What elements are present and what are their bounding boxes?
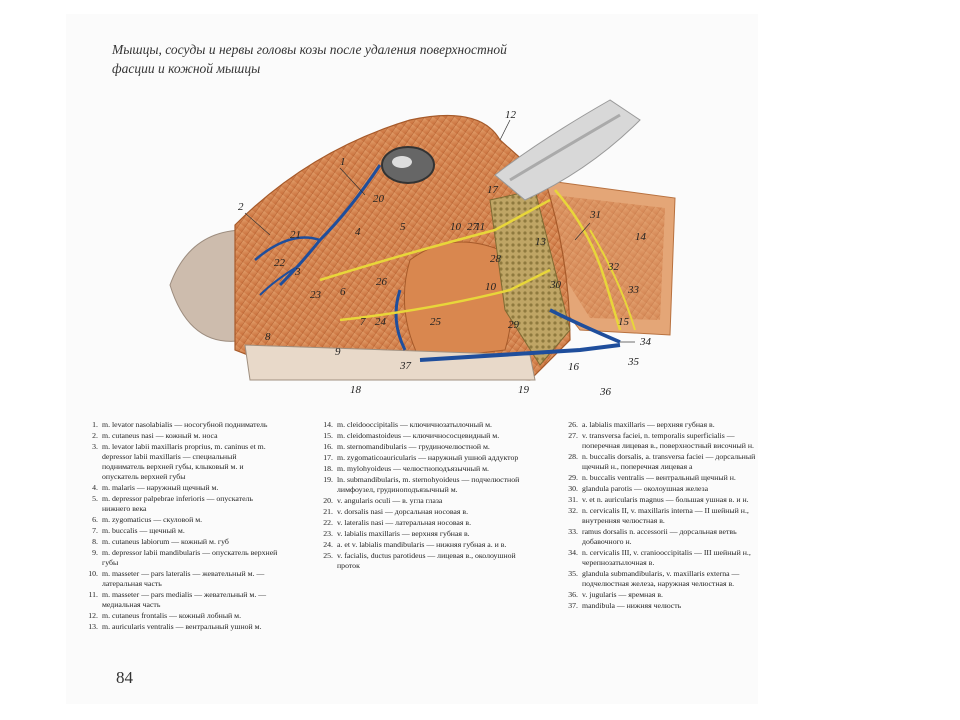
figure-callout: 33 <box>628 284 639 296</box>
legend-number: 4. <box>92 483 98 492</box>
legend-text: mandibula — нижняя челюсть <box>582 601 682 610</box>
figure-callout: 4 <box>355 226 361 238</box>
legend-text: m. levator labii maxillaris proprius, m. caninus et m. depressor labii maxillaris — специальный подниматель верхней губы, клыковый м. и опускатель верхней губы <box>102 442 266 481</box>
page-title <box>112 40 582 78</box>
figure-callout: 30 <box>550 279 561 291</box>
legend-text: m. cutaneus labiorum — кожный м. губ <box>102 537 229 546</box>
legend-number: 31. <box>568 495 578 504</box>
legend-number: 27. <box>568 431 578 440</box>
legend-text: m. buccalis — щечный м. <box>102 526 185 535</box>
legend-item <box>80 537 280 547</box>
legend-item <box>315 496 530 506</box>
figure-callout: 32 <box>608 261 619 273</box>
legend-item <box>315 464 530 474</box>
legend-item <box>315 507 530 517</box>
legend-number: 21. <box>323 507 333 516</box>
legend-item <box>80 515 280 525</box>
legend-item <box>80 569 280 589</box>
figure-callout: 5 <box>400 221 406 233</box>
legend-item <box>80 483 280 493</box>
figure-callout: 6 <box>340 286 346 298</box>
legend-number: 33. <box>568 527 578 536</box>
legend-number: 2. <box>92 431 98 440</box>
figure-callout: 31 <box>590 209 601 221</box>
figure-callout: 22 <box>274 257 285 269</box>
legend-number: 16. <box>323 442 333 451</box>
legend-number: 37. <box>568 601 578 610</box>
legend-text: v. angularis oculi — в. угла глаза <box>337 496 443 505</box>
legend-text: v. lateralis nasi — латеральная носовая в. <box>337 518 472 527</box>
legend-text: m. zygomaticoauricularis — наружный ушной аддуктор <box>337 453 519 462</box>
figure-callout: 7 <box>360 316 366 328</box>
legend-number: 8. <box>92 537 98 546</box>
legend-number: 26. <box>568 420 578 429</box>
figure-callout: 17 <box>487 184 498 196</box>
legend-item <box>315 518 530 528</box>
legend-number: 20. <box>323 496 333 505</box>
legend-number: 30. <box>568 484 578 493</box>
figure-callout: 10 <box>485 281 496 293</box>
legend-text: m. malaris — наружный щечный м. <box>102 483 219 492</box>
legend-text: glandula submandibularis, v. maxillaris externa — подчелюстная железа, наружная челюстная в. <box>582 569 740 588</box>
legend-text: m. masseter — pars medialis — жевательный м. — медиальная часть <box>102 590 267 609</box>
figure-callout: 14 <box>635 231 646 243</box>
legend-item <box>560 484 770 494</box>
legend-item <box>80 622 280 632</box>
figure-callout: 27 <box>467 221 478 233</box>
figure-callout: 36 <box>600 386 611 398</box>
legend-number: 25. <box>323 551 333 560</box>
legend-number: 28. <box>568 452 578 461</box>
legend-item <box>80 548 280 568</box>
figure-callout: 23 <box>310 289 321 301</box>
legend-column-3 <box>560 420 770 612</box>
legend-text: m. levator nasolabialis — носогубной подниматель <box>102 420 268 429</box>
figure-callout: 2 <box>238 201 244 213</box>
title-line-2: фасции и кожной мышцы <box>112 61 261 76</box>
legend-column-1 <box>80 420 280 633</box>
legend-number: 19. <box>323 475 333 484</box>
legend-item <box>560 495 770 505</box>
legend-number: 9. <box>92 548 98 557</box>
figure-callout: 34 <box>640 336 651 348</box>
legend-number: 6. <box>92 515 98 524</box>
legend-text: m. cutaneus nasi — кожный м. носа <box>102 431 218 440</box>
figure-callout: 19 <box>518 384 529 396</box>
legend-text: m. cutaneus frontalis — кожный лобный м. <box>102 611 242 620</box>
legend-number: 24. <box>323 540 333 549</box>
legend-number: 3. <box>92 442 98 451</box>
title-line-1: Мышцы, сосуды и нервы головы козы после удаления поверхностной <box>112 42 507 57</box>
legend-number: 18. <box>323 464 333 473</box>
legend-item <box>80 590 280 610</box>
legend-number: 7. <box>92 526 98 535</box>
legend-text: glandula parotis — околоушная железа <box>582 484 709 493</box>
legend-text: n. cervicalis II, v. maxillaris interna — II шейный н., внутренняя челюстная в. <box>582 506 749 525</box>
legend-number: 34. <box>568 548 578 557</box>
figure-callout: 24 <box>375 316 386 328</box>
figure-callout: 1 <box>340 156 346 168</box>
legend-item <box>560 452 770 472</box>
figure-callout: 10 <box>450 221 461 233</box>
legend-text: m. auricularis ventralis — вентральный ушной м. <box>102 622 262 631</box>
legend-text: m. zygomaticus — скуловой м. <box>102 515 203 524</box>
legend-item <box>80 442 280 482</box>
legend-item <box>315 420 530 430</box>
legend-number: 1. <box>92 420 98 429</box>
legend-item <box>560 601 770 611</box>
legend-text: n. buccalis ventralis — вентральный щечный н. <box>582 473 736 482</box>
legend-item <box>560 548 770 568</box>
legend-number: 17. <box>323 453 333 462</box>
legend-text: m. depressor palpebrae inferioris — опускатель нижнего века <box>102 494 253 513</box>
legend-item <box>315 551 530 571</box>
figure-callout: 20 <box>373 193 384 205</box>
figure-callout: 35 <box>628 356 639 368</box>
legend-text: v. dorsalis nasi — дорсальная носовая в. <box>337 507 469 516</box>
legend-number: 14. <box>323 420 333 429</box>
figure-callout: 3 <box>295 266 301 278</box>
legend-item <box>560 506 770 526</box>
figure-callout: 12 <box>505 109 516 121</box>
legend-column-2 <box>315 420 530 572</box>
figure-callout: 37 <box>400 360 411 372</box>
legend-item <box>560 473 770 483</box>
legend-item <box>560 527 770 547</box>
legend-number: 29. <box>568 473 578 482</box>
legend-number: 35. <box>568 569 578 578</box>
goat-head-illustration <box>150 80 690 410</box>
legend-text: v. jugularis — яремная в. <box>582 590 663 599</box>
legend-text: v. labialis maxillaris — верхняя губная в. <box>337 529 470 538</box>
figure-callout: 16 <box>568 361 579 373</box>
legend-text: v. et n. auricularis magnus — большая ушная в. и н. <box>582 495 749 504</box>
legend-number: 12. <box>88 611 98 620</box>
figure-callout: 29 <box>508 319 519 331</box>
legend-item <box>80 611 280 621</box>
legend-text: ln. submandibularis, m. sternohyoideus — подчелюстной лимфоузел, грудиноподъязычный м. <box>337 475 520 494</box>
figure-callout: 9 <box>335 346 341 358</box>
legend-text: m. sternomandibularis — грудиночелюстной м. <box>337 442 490 451</box>
legend-item <box>315 540 530 550</box>
legend-item <box>315 442 530 452</box>
legend-number: 36. <box>568 590 578 599</box>
legend-number: 13. <box>88 622 98 631</box>
legend-number: 23. <box>323 529 333 538</box>
legend-text: n. buccalis dorsalis, a. transversa faciei — дорсальный щечный н., поперечная лицевая а <box>582 452 756 471</box>
legend-text: m. cleidomastoideus — ключичнососцевидный м. <box>337 431 500 440</box>
figure-callout: 26 <box>376 276 387 288</box>
legend-item <box>560 569 770 589</box>
legend-text: a. labialis maxillaris — верхняя губная в. <box>582 420 715 429</box>
legend-number: 5. <box>92 494 98 503</box>
legend-item <box>80 526 280 536</box>
legend-item <box>315 453 530 463</box>
legend-text: m. cleidooccipitalis — ключичнозатылочный м. <box>337 420 492 429</box>
legend-number: 10. <box>88 569 98 578</box>
figure-callout: 21 <box>290 229 301 241</box>
legend-text: v. facialis, ductus parotideus — лицевая в., околоушной проток <box>337 551 516 570</box>
legend-item <box>560 590 770 600</box>
legend-text: m. mylohyoideus — челюстноподъязычный м. <box>337 464 489 473</box>
legend-item <box>80 494 280 514</box>
legend-item <box>315 431 530 441</box>
figure-callout: 11 <box>475 221 486 233</box>
figure-callout: 15 <box>618 316 629 328</box>
legend-number: 11. <box>88 590 98 599</box>
legend-text: n. cervicalis III, v. craniooccipitalis — III шейный н., черепнозатылочная в. <box>582 548 751 567</box>
page-number: 84 <box>116 668 133 687</box>
legend-number: 32. <box>568 506 578 515</box>
snout-skin <box>170 230 245 341</box>
legend-text: ramus dorsalis n. accessorii — дорсальная ветвь добавочного н. <box>582 527 737 546</box>
legend-item <box>315 475 530 495</box>
legend-number: 22. <box>323 518 333 527</box>
figure-callout: 13 <box>535 236 546 248</box>
legend-text: m. depressor labii mandibularis — опускатель верхней губы <box>102 548 278 567</box>
figure-callout: 28 <box>490 253 501 265</box>
legend-item <box>560 431 770 451</box>
legend-item <box>80 420 280 430</box>
legend-number: 15. <box>323 431 333 440</box>
legend-text: a. et v. labialis mandibularis — нижняя губная а. и в. <box>337 540 507 549</box>
legend-text: v. transversa faciei, n. temporalis superficialis — поперечная лицевая в., поверхностный височный н. <box>582 431 754 450</box>
legend-item <box>315 529 530 539</box>
eye-highlight <box>392 156 412 168</box>
figure-callout: 25 <box>430 316 441 328</box>
legend-text: m. masseter — pars lateralis — жевательный м. — латеральная часть <box>102 569 265 588</box>
figure-callout: 18 <box>350 384 361 396</box>
legend-item <box>80 431 280 441</box>
figure-callout: 8 <box>265 331 271 343</box>
legend-item <box>560 420 770 430</box>
